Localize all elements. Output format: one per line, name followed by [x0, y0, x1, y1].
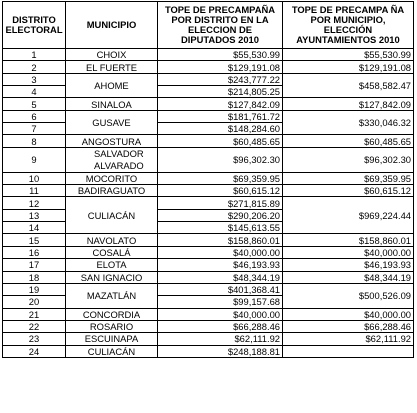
table-row [3, 320, 414, 332]
tope-ayuntamientos-cell: $330,046.32 [283, 110, 414, 135]
tope-ayuntamientos-cell: $40,000.00 [283, 246, 414, 258]
tope-ayuntamientos-cell: $40,000.00 [283, 308, 414, 320]
header-tope-ayuntamientos: TOPE DE PRECAMPA ÑA POR MUNICIPIO, ELECCIÓN AYUNTAMIENTOS 2010 [283, 2, 414, 49]
distrito-cell: 12 [3, 197, 66, 209]
municipio-cell: ESCUINAPA [66, 333, 158, 345]
distrito-cell: 2 [3, 61, 66, 73]
precampaign-limits-document [2, 1, 413, 358]
municipio-cell: SAN IGNACIO [66, 271, 158, 283]
tope-diputados-cell: $214,805.25 [158, 86, 283, 98]
distrito-cell: 14 [3, 222, 66, 234]
distrito-cell: 3 [3, 73, 66, 85]
tope-diputados-cell: $66,288.46 [158, 320, 283, 332]
tope-diputados-cell: $290,206.20 [158, 209, 283, 221]
tope-ayuntamientos-cell: $60,485.65 [283, 135, 414, 147]
tope-diputados-cell: $62,111.92 [158, 333, 283, 345]
tope-diputados-cell: $40,000.00 [158, 308, 283, 320]
table-row [3, 197, 414, 209]
tope-ayuntamientos-cell: $48,344.19 [283, 271, 414, 283]
table-row [3, 308, 414, 320]
municipio-cell: ANGOSTURA [66, 135, 158, 147]
precampaign-limits-table [2, 1, 414, 358]
distrito-cell: 5 [3, 98, 66, 110]
tope-diputados-cell: $158,860.01 [158, 234, 283, 246]
tope-ayuntamientos-cell: $46,193.93 [283, 259, 414, 271]
tope-diputados-cell: $271,815.89 [158, 197, 283, 209]
tope-ayuntamientos-cell [283, 345, 414, 357]
table-row [3, 185, 414, 197]
tope-diputados-cell: $148,284.60 [158, 123, 283, 135]
municipio-cell: MOCORITO [66, 172, 158, 184]
municipio-cell: SINALOA [66, 98, 158, 110]
tope-diputados-cell: $243,777.22 [158, 73, 283, 85]
tope-ayuntamientos-cell: $55,530.99 [283, 49, 414, 61]
municipio-cell: ELOTA [66, 259, 158, 271]
tope-diputados-cell: $60,485.65 [158, 135, 283, 147]
municipio-cell: ROSARIO [66, 320, 158, 332]
municipio-cell: CULIACÁN [66, 345, 158, 357]
table-row [3, 49, 414, 61]
distrito-cell: 4 [3, 86, 66, 98]
tope-diputados-cell: $99,157.68 [158, 296, 283, 308]
tope-diputados-cell: $181,761.72 [158, 110, 283, 122]
table-row [3, 259, 414, 271]
tope-ayuntamientos-cell: $969,224.44 [283, 197, 414, 234]
header-municipio: MUNICIPIO [66, 2, 158, 49]
tope-diputados-cell: $55,530.99 [158, 49, 283, 61]
table-row [3, 135, 414, 147]
municipio-cell: CHOIX [66, 49, 158, 61]
header-tope-diputados: TOPE DE PRECAMPAÑA POR DISTRITO EN LA ELECCION DE DIPUTADOS 2010 [158, 2, 283, 49]
distrito-cell: 21 [3, 308, 66, 320]
table-row [3, 172, 414, 184]
distrito-cell: 1 [3, 49, 66, 61]
header-distrito-electoral: DISTRITO ELECTORAL [3, 2, 66, 49]
distrito-cell: 19 [3, 283, 66, 295]
tope-ayuntamientos-cell: $500,526.09 [283, 283, 414, 308]
tope-diputados-cell: $401,368.41 [158, 283, 283, 295]
table-row [3, 271, 414, 283]
distrito-cell: 24 [3, 345, 66, 357]
table-row [3, 110, 414, 122]
distrito-cell: 18 [3, 271, 66, 283]
tope-ayuntamientos-cell: $158,860.01 [283, 234, 414, 246]
municipio-cell: AHOME [66, 73, 158, 98]
tope-diputados-cell: $127,842.09 [158, 98, 283, 110]
municipio-cell: GUSAVE [66, 110, 158, 135]
distrito-cell: 8 [3, 135, 66, 147]
tope-ayuntamientos-cell: $458,582.47 [283, 73, 414, 98]
distrito-cell: 13 [3, 209, 66, 221]
distrito-cell: 15 [3, 234, 66, 246]
distrito-cell: 23 [3, 333, 66, 345]
distrito-cell: 22 [3, 320, 66, 332]
table-row [3, 61, 414, 73]
municipio-cell: BADIRAGUATO [66, 185, 158, 197]
tope-ayuntamientos-cell: $60,615.12 [283, 185, 414, 197]
tope-diputados-cell: $48,344.19 [158, 271, 283, 283]
table-row [3, 283, 414, 295]
tope-ayuntamientos-cell: $129,191.08 [283, 61, 414, 73]
table-row [3, 147, 414, 172]
municipio-cell: CONCORDIA [66, 308, 158, 320]
municipio-cell: SALVADOR ALVARADO [66, 147, 158, 172]
table-header-row [3, 2, 414, 49]
table-row [3, 333, 414, 345]
distrito-cell: 6 [3, 110, 66, 122]
tope-ayuntamientos-cell: $96,302.30 [283, 147, 414, 172]
tope-ayuntamientos-cell: $66,288.46 [283, 320, 414, 332]
distrito-cell: 7 [3, 123, 66, 135]
municipio-cell: MAZATLÁN [66, 283, 158, 308]
municipio-cell: CULIACÁN [66, 197, 158, 234]
tope-diputados-cell: $69,359.95 [158, 172, 283, 184]
tope-ayuntamientos-cell: $62,111.92 [283, 333, 414, 345]
tope-diputados-cell: $46,193.93 [158, 259, 283, 271]
municipio-cell: EL FUERTE [66, 61, 158, 73]
distrito-cell: 9 [3, 147, 66, 172]
tope-diputados-cell: $145,613.55 [158, 222, 283, 234]
table-row [3, 234, 414, 246]
tope-ayuntamientos-cell: $69,359.95 [283, 172, 414, 184]
table-row [3, 73, 414, 85]
distrito-cell: 16 [3, 246, 66, 258]
table-row [3, 98, 414, 110]
tope-diputados-cell: $60,615.12 [158, 185, 283, 197]
municipio-cell: COSALÁ [66, 246, 158, 258]
distrito-cell: 10 [3, 172, 66, 184]
tope-diputados-cell: $129,191.08 [158, 61, 283, 73]
tope-diputados-cell: $40,000.00 [158, 246, 283, 258]
table-row [3, 246, 414, 258]
distrito-cell: 17 [3, 259, 66, 271]
distrito-cell: 11 [3, 185, 66, 197]
distrito-cell: 20 [3, 296, 66, 308]
tope-ayuntamientos-cell: $127,842.09 [283, 98, 414, 110]
table-row [3, 345, 414, 357]
municipio-cell: NAVOLATO [66, 234, 158, 246]
tope-diputados-cell: $96,302.30 [158, 147, 283, 172]
tope-diputados-cell: $248,188.81 [158, 345, 283, 357]
